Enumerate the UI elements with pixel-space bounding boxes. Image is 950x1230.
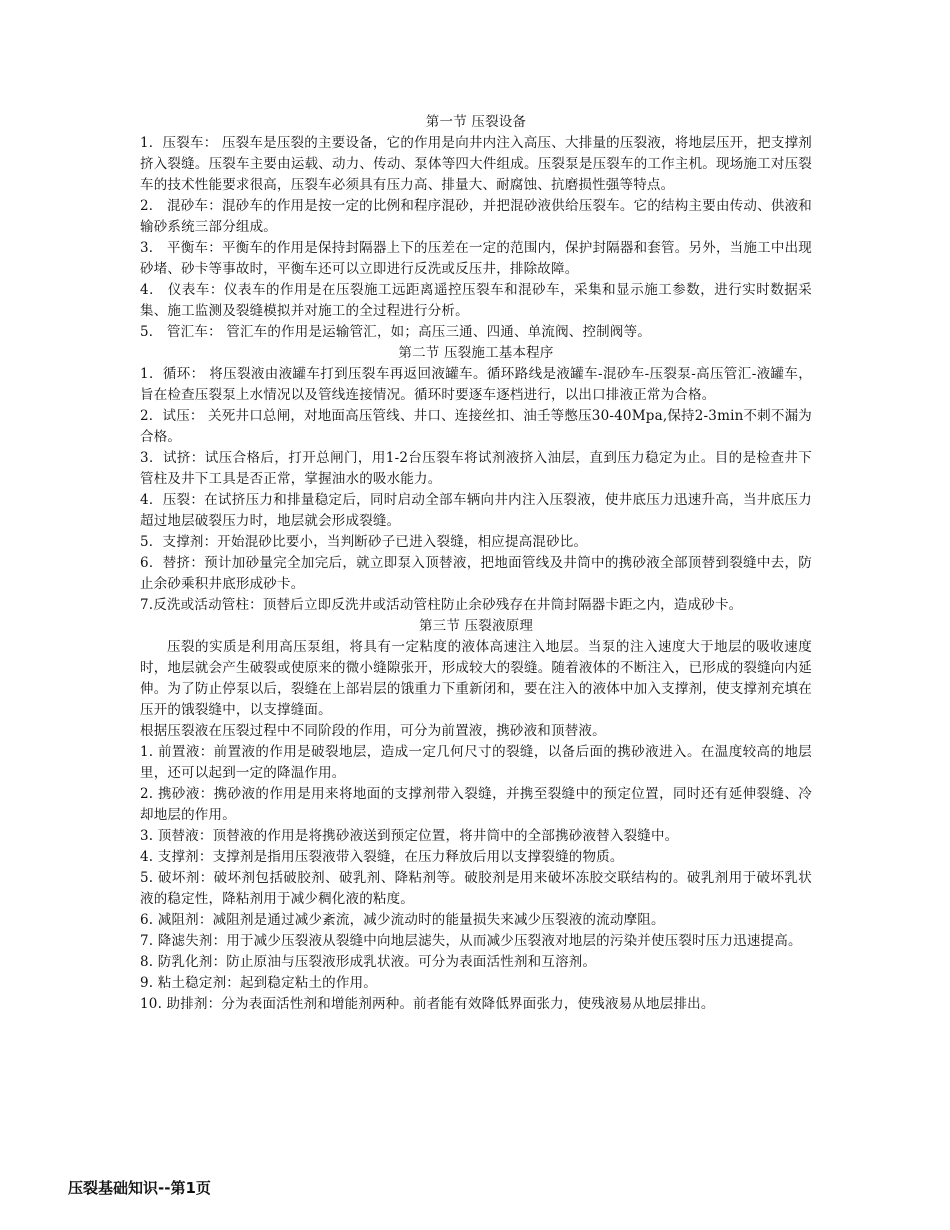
section-2-item-6: 6．替挤：预计加砂量完全加完后，就立即泵入顶替液，把地面管线及井筒中的携砂液全部顶替到裂缝中去，防止余砂乘积井底形成砂卡。 bbox=[140, 555, 812, 592]
section-3-item-1: 1. 前置液：前置液的作用是破裂地层，造成一定几何尺寸的裂缝，以备后面的携砂液进入。在温度较高的地层里，还可以起到一定的降温作用。 bbox=[140, 744, 812, 781]
section-3-item-7: 7. 降滤失剂：用于减少压裂液从裂缝中向地层滤失，从而减少压裂液对地层的污染并使压裂时压力迅速提高。 bbox=[140, 933, 802, 949]
section-2-item-2: 2．试压： 关死井口总闸，对地面高压管线、井口、连接丝扣、油壬等憋压30-40Mpa,保持2-3min不刺不漏为合格。 bbox=[140, 408, 812, 445]
section-1-item-1: 1．压裂车： 压裂车是压裂的主要设备，它的作用是向井内注入高压、大排量的压裂液，将地层压开，把支撑剂挤入裂缝。压裂车主要由运载、动力、传动、泵体等四大件组成。压裂泵是压裂车的工作主机。现场施工对压裂车的技术性能要求很高，压裂车必须具有压力高、排量大、耐腐蚀、抗磨损性强等特点。 bbox=[140, 135, 812, 193]
document-body bbox=[140, 112, 812, 1015]
section-2-item-7: 7.反洗或活动管柱：顶替后立即反洗井或活动管柱防止余砂残存在井筒封隔器卡距之内，造成砂卡。 bbox=[140, 597, 743, 613]
section-1-title: 第一节 压裂设备 bbox=[425, 114, 527, 130]
section-3-item-5: 5. 破坏剂：破坏剂包括破胶剂、破乳剂、降粘剂等。破胶剂是用来破坏冻胶交联结构的。破乳剂用于破坏乳状液的稳定性，降粘剂用于减少稠化液的粘度。 bbox=[140, 870, 812, 907]
section-2-item-5: 5．支撑剂：开始混砂比要小，当判断砂子已进入裂缝，相应提高混砂比。 bbox=[140, 534, 588, 550]
section-1-item-5: 5． 管汇车： 管汇车的作用是运输管汇，如；高压三通、四通、单流阀、控制阀等。 bbox=[140, 324, 651, 340]
section-2-item-4: 4．压裂：在试挤压力和排量稳定后，同时启动全部车辆向井内注入压裂液，使井底压力迅速升高，当井底压力超过地层破裂压力时，地层就会形成裂缝。 bbox=[140, 492, 812, 529]
section-3-item-9: 9. 粘土稳定剂：起到稳定粘土的作用。 bbox=[140, 975, 377, 991]
section-1-item-2: 2． 混砂车：混砂车的作用是按一定的比例和程序混砂，并把混砂液供给压裂车。它的结构主要由传动、供液和输砂系统三部分组成。 bbox=[140, 198, 812, 235]
section-3-item-4: 4. 支撑剂：支撑剂是指用压裂液带入裂缝，在压力释放后用以支撑裂缝的物质。 bbox=[140, 849, 624, 865]
section-1-item-3: 3． 平衡车：平衡车的作用是保持封隔器上下的压差在一定的范围内，保护封隔器和套管。另外，当施工中出现砂堵、砂卡等事故时，平衡车还可以立即进行反洗或反压井，排除故障。 bbox=[140, 240, 812, 277]
section-3-intro: 压裂的实质是利用高压泵组，将具有一定粘度的液体高速注入地层。当泵的注入速度大于地层的吸收速度时，地层就会产生破裂或使原来的微小缝隙张开，形成较大的裂缝。随着液体的不断注入，已形成的裂缝向内延伸。为了防止停泵以后，裂缝在上部岩层的饿重力下重新闭和，要在注入的液体中加入支撑剂，使支撑剂充填在压开的饿裂缝中，以支撑缝面。 bbox=[140, 639, 812, 718]
page-footer: 压裂基础知识--第1页 bbox=[68, 1179, 211, 1197]
section-2-title: 第二节 压裂施工基本程序 bbox=[398, 345, 554, 361]
section-3-item-2: 2. 携砂液：携砂液的作用是用来将地面的支撑剂带入裂缝，并携至裂缝中的预定位置，同时还有延伸裂缝、冷却地层的作用。 bbox=[140, 786, 812, 823]
section-3-item-3: 3. 顶替液：顶替液的作用是将携砂液送到预定位置，将井筒中的全部携砂液替入裂缝中。 bbox=[140, 828, 679, 844]
section-3-item-8: 8. 防乳化剂：防止原油与压裂液形成乳状液。可分为表面活性剂和互溶剂。 bbox=[140, 954, 597, 970]
section-3-item-6: 6. 减阻剂：减阻剂是通过减少紊流，减少流动时的能量损失来减少压裂液的流动摩阻。 bbox=[140, 912, 665, 928]
section-1-item-4: 4． 仪表车：仪表车的作用是在压裂施工远距离遥控压裂车和混砂车，采集和显示施工参数，进行实时数据采集、施工监测及裂缝模拟并对施工的全过程进行分析。 bbox=[140, 282, 812, 319]
section-2-item-3: 3．试挤：试压合格后，打开总闸门，用1-2台压裂车将试剂液挤入油层，直到压力稳定为止。目的是检查井下管柱及井下工具是否正常，掌握油水的吸水能力。 bbox=[140, 450, 812, 487]
section-3-summary: 根据压裂液在压裂过程中不同阶段的作用，可分为前置液，携砂液和顶替液。 bbox=[140, 723, 606, 739]
section-2-item-1: 1．循环： 将压裂液由液罐车打到压裂车再返回液罐车。循环路线是液罐车-混砂车-压裂泵-高压管汇-液罐车，旨在检查压裂泵上水情况以及管线连接情况。循环时要逐车逐档进行，以出口排液正常为合格。 bbox=[140, 366, 812, 403]
section-3-title: 第三节 压裂液原理 bbox=[418, 618, 534, 634]
section-3-item-10: 10. 助排剂：分为表面活性剂和增能剂两种。前者能有效降低界面张力，使残液易从地层排出。 bbox=[140, 996, 715, 1012]
